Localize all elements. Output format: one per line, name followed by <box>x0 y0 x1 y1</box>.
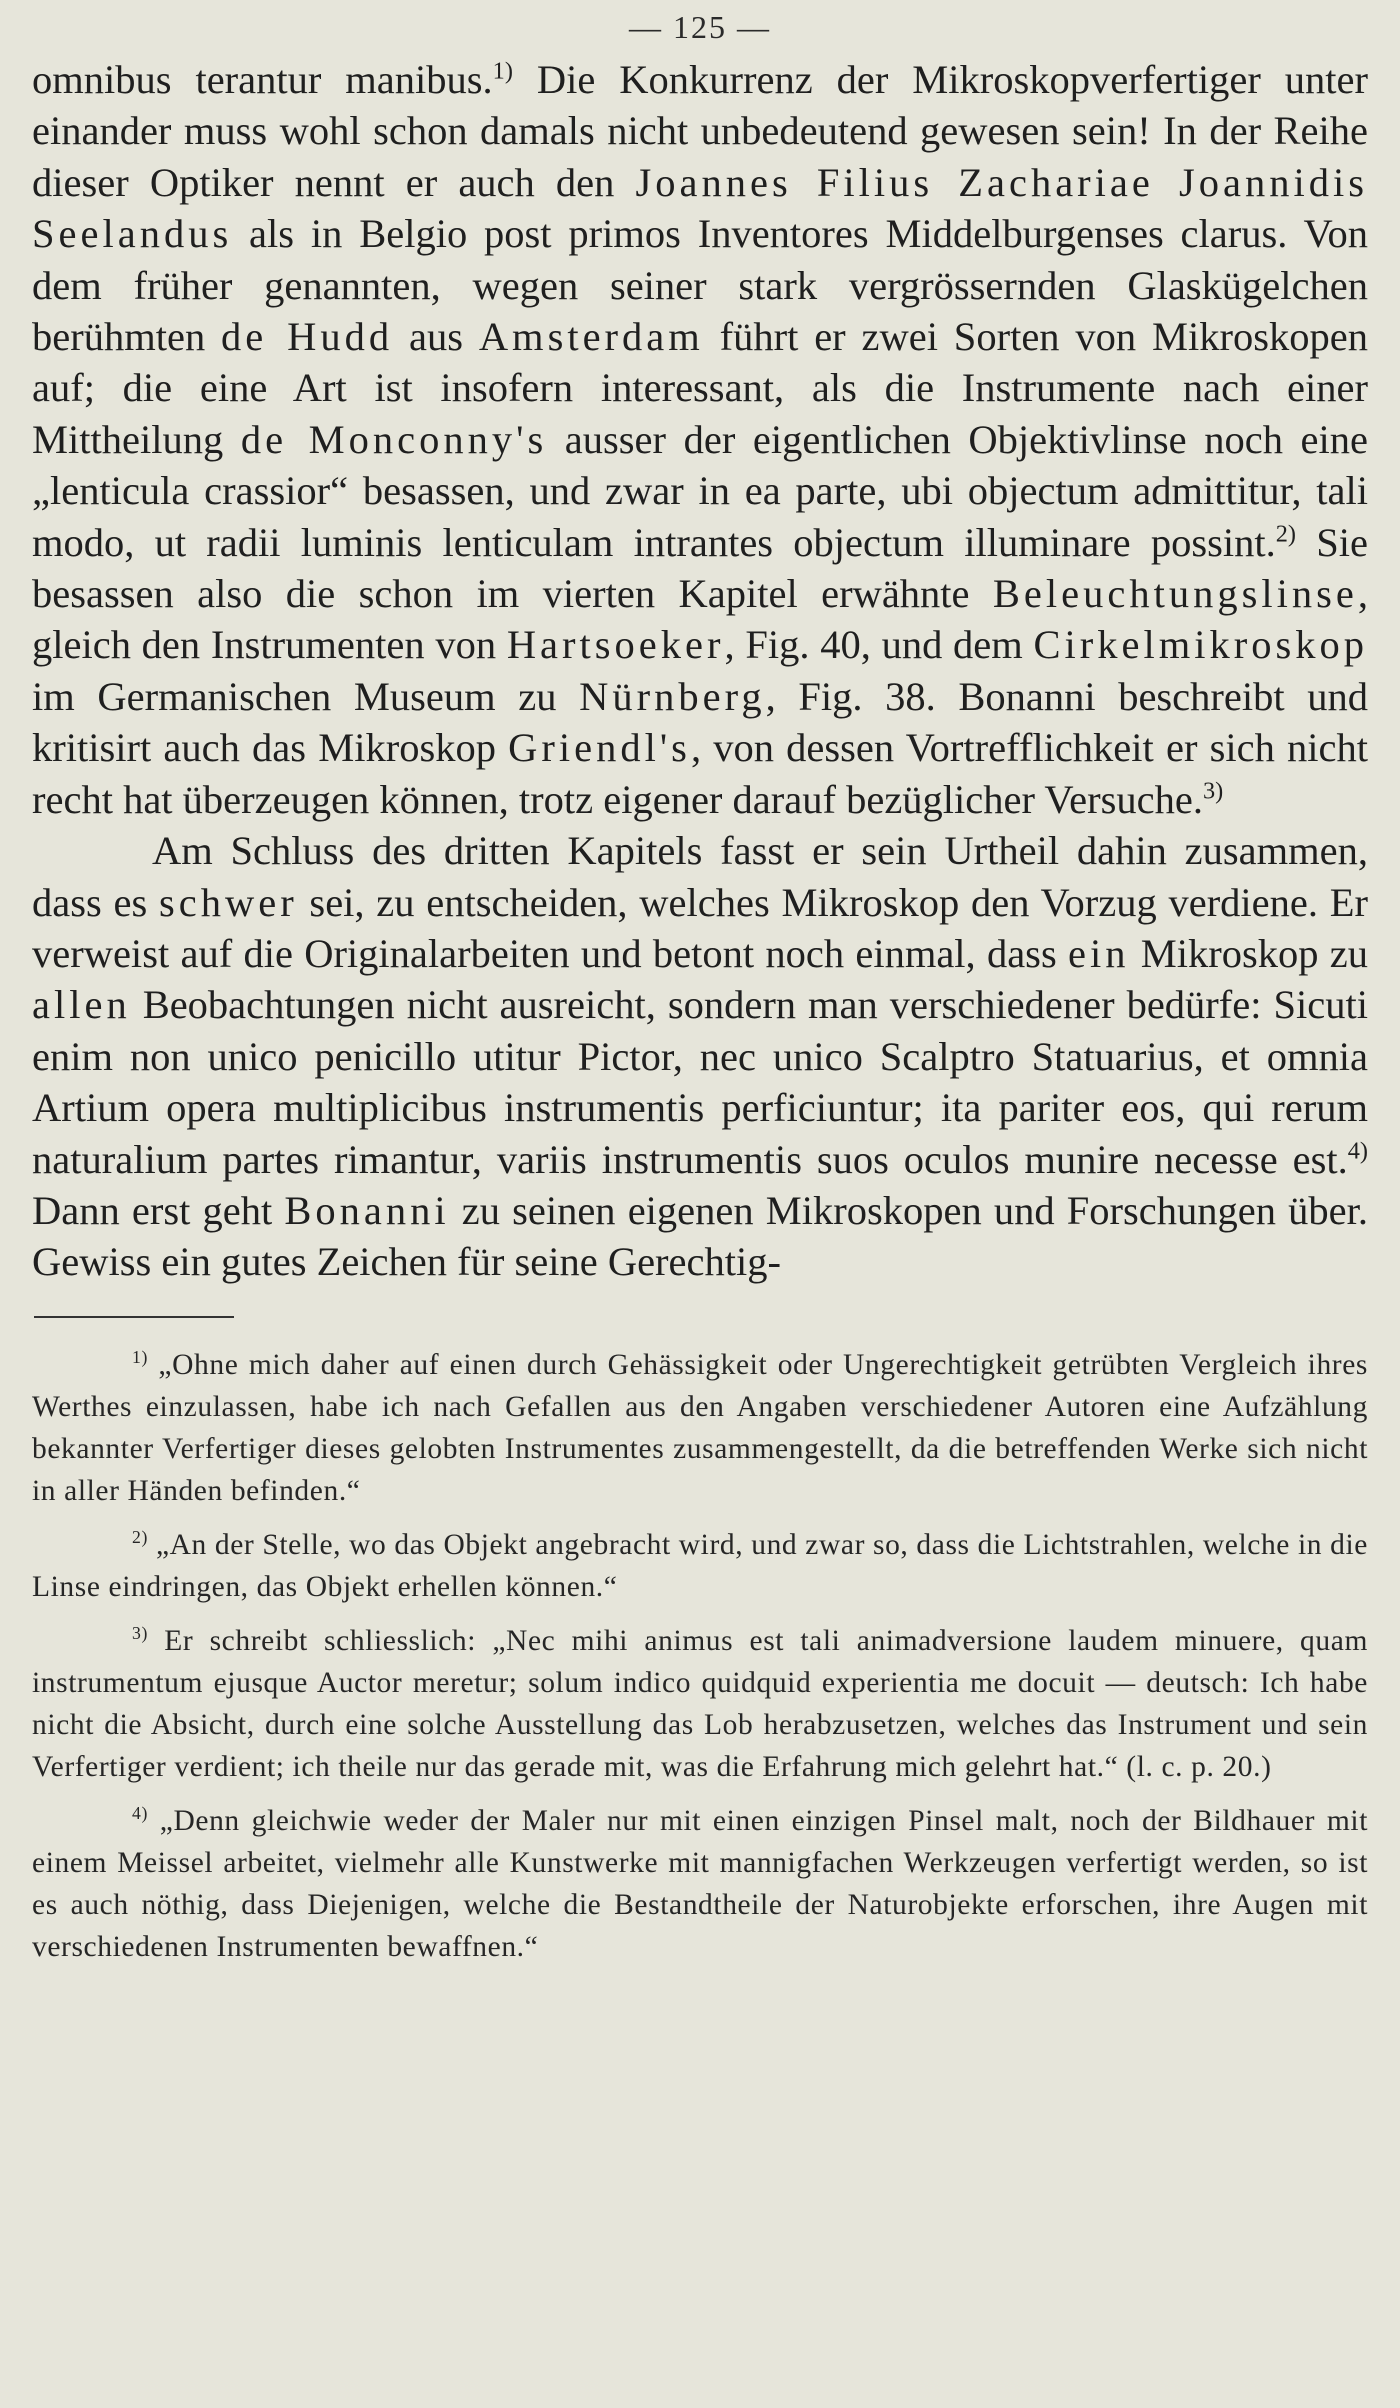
spaced-name: Hartsoeker <box>506 622 725 668</box>
text-run: Am Schluss des dritten Kapitels fasst er sein Urtheil dahin zusammen, dass es <box>32 828 1368 925</box>
paragraph-2 <box>32 825 1368 1288</box>
spaced-name: de Hudd <box>221 314 394 360</box>
footnotes <box>32 1344 1368 1968</box>
spaced-word: allen <box>32 982 131 1028</box>
main-text <box>32 54 1368 1288</box>
text-run: Mikroskop zu <box>1129 930 1368 976</box>
text-run: Dann erst geht <box>32 1187 285 1233</box>
footnote-4 <box>32 1800 1368 1968</box>
text-run: zu seinen eigenen Mikroskopen und Forschungen über. Gewiss ein gutes Zeichen für seine Gerechtig- <box>32 1187 1368 1285</box>
text-run: , Fig. 38. Bonanni beschreibt und kritisirt auch das Mikroskop <box>32 673 1368 771</box>
footnote-marker: 2) <box>132 1526 148 1547</box>
footnote-ref-3: 3) <box>1202 777 1224 805</box>
footnote-ref-1: 1) <box>492 57 513 85</box>
spaced-word: ein <box>1067 930 1130 976</box>
text-run: , Fig. 40, und dem <box>724 622 1034 668</box>
text-run: aus <box>393 314 479 360</box>
spaced-word: schwer <box>158 879 298 925</box>
footnote-text: „Denn gleichwie weder der Maler nur mit einen einzigen Pinsel malt, noch der Bildhauer mit einem Meissel arbeitet, vielmehr alle Kunstwerke mit mannigfachen Werkzeugen verfertigt werden, so ist es auch nöthig, dass Diejenigen, welche die Bestandtheile der Naturobjekte erforschen, ihre Augen mit verschiedenen Instrumenten bewaffnen.“ <box>32 1804 1368 1963</box>
text-run: sei, zu entscheiden, welches Mikroskop den Vorzug verdiene. Er verweist auf die Originalarbeiten und betont noch einmal, dass <box>32 879 1368 976</box>
spaced-name: de Monconny's <box>240 416 548 462</box>
footnote-marker: 3) <box>132 1622 148 1643</box>
footnote-3 <box>32 1620 1368 1788</box>
text-run: ausser der eigentlichen Objektivlinse noch eine „lenticula crassior“ besassen, und zwar in ea parte, ubi objectum admittitur, tali modo, ut radii luminis lenticulam intrantes objectum illuminare possint. <box>32 416 1368 565</box>
footnote-ref-4: 4) <box>1347 1137 1368 1165</box>
footnote-marker: 4) <box>132 1802 148 1823</box>
text-run: Die Konkurrenz der Mikroskopverfertiger unter einander muss wohl schon damals nicht unbedeutend gewesen sein! In der Reihe dieser Optiker nennt er auch den <box>32 57 1369 205</box>
spaced-term: Beleuchtungslinse <box>992 571 1358 617</box>
footnote-marker: 1) <box>132 1346 148 1367</box>
footnote-divider <box>34 1316 234 1318</box>
page-number: — 125 — <box>629 9 771 45</box>
footnote-text: Er schreibt schliesslich: „Nec mihi animus est tali animadversione laudem minuere, quam instrumentum ejusque Auctor meretur; solum indico quidquid experientia me docuit — deutsch: Ich habe nicht die Absicht, durch eine solche Ausstellung das Lob herabzusetzen, welches das Instrument und sein Verfertiger verdient; ich theile nur das gerade mit, was die Erfahrung mich gelehrt hat.“ (l. c. p. 20.) <box>32 1624 1368 1783</box>
footnote-ref-2: 2) <box>1275 520 1297 548</box>
text-run: führt er zwei Sorten von Mikroskopen auf; die eine Art ist insofern interessant, als die Instrumente nach einer Mittheilung <box>32 314 1368 462</box>
spaced-name: Nürnberg <box>579 673 766 719</box>
footnote-1 <box>32 1344 1368 1512</box>
footnote-text: „Ohne mich daher auf einen durch Gehässigkeit oder Ungerechtigkeit getrübten Vergleich ihres Werthes einzulassen, habe ich nach Gefallen aus den Angaben verschiedener Autoren eine Aufzählung bekannter Verfertiger dieses gelobten Instrumentes zusammengestellt, da die betreffenden Werke sich nicht in aller Händen befinden.“ <box>32 1348 1368 1507</box>
text-run: als in Belgio post primos Inventores Middelburgenses clarus. Von dem früher genannten, wegen seiner stark vergrössernden Glaskügelchen berühmten <box>32 211 1368 360</box>
text-run: omnibus terantur manibus. <box>32 57 493 102</box>
spaced-name: Amsterdam <box>478 314 704 360</box>
paragraph-1 <box>32 54 1368 825</box>
text-run: im Germanischen Museum zu <box>32 673 580 719</box>
spaced-name: Bonanni <box>284 1187 450 1233</box>
text-run: , gleich den Instrumenten von <box>32 571 1368 668</box>
text-run: Beobachtungen nicht ausreicht, sondern man verschiedener bedürfe: Sicuti enim non unico penicillo utitur Pictor, nec unico Scalptro Statuarius, et omnia Artium opera multiplicibus instrumentis perficiuntur; ita pariter eos, qui rerum naturalium partes rimantur, variis instrumentis suos oculos munire necesse est. <box>32 982 1368 1182</box>
spaced-name: Griendl's <box>508 725 691 771</box>
footnote-text: „An der Stelle, wo das Objekt angebracht wird, und zwar so, dass die Lichtstrahlen, welche in die Linse eindringen, das Objekt erhellen können.“ <box>32 1528 1368 1603</box>
spaced-name: Joannes Filius Zachariae Joannidis Seelandus <box>32 159 1368 257</box>
text-run: , von dessen Vortrefflichkeit er sich nicht recht hat überzeugen können, trotz eigener darauf bezüglicher Versuche. <box>32 725 1369 822</box>
text-run: Sie besassen also die schon im vierten Kapitel erwähnte <box>32 519 1368 617</box>
footnote-2 <box>32 1524 1368 1608</box>
spaced-term: Cirkelmikroskop <box>1033 622 1369 668</box>
